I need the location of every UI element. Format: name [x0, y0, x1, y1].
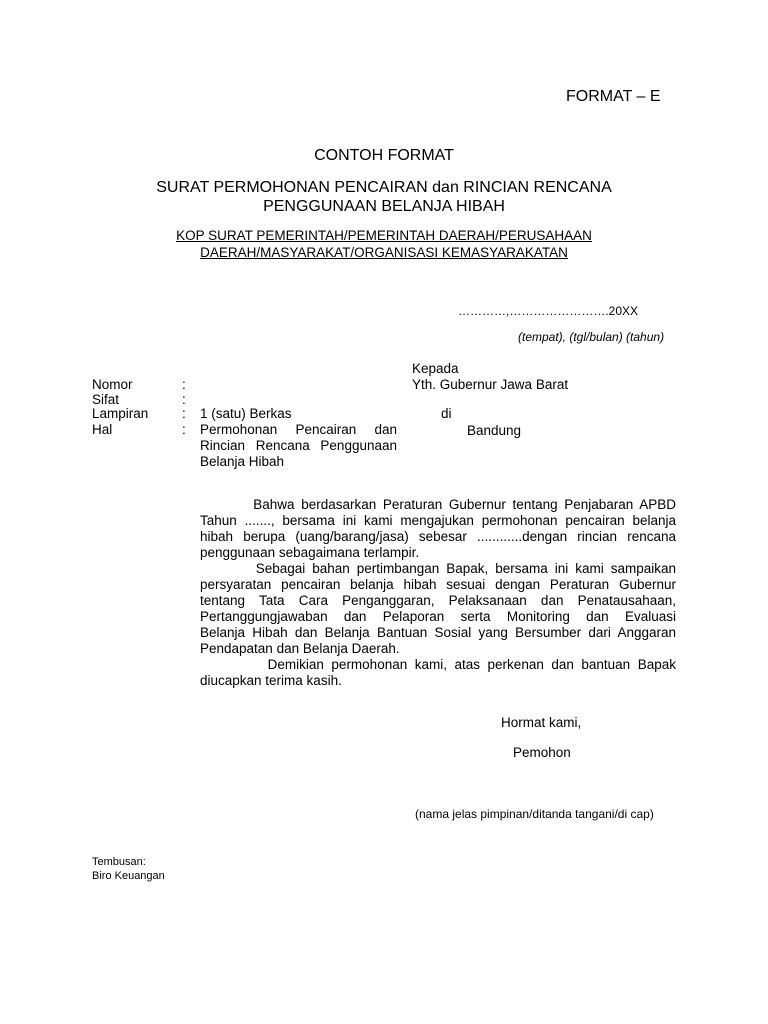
date-hint: (tempat), (tgl/bulan) (tahun) [518, 330, 665, 344]
heading-line-1: CONTOH FORMAT [314, 147, 454, 164]
field-nomor-label: Nomor [92, 377, 133, 392]
body-line: Bahwa berdasarkan Peraturan Gubernur tentang Penjabaran APBD [200, 497, 676, 512]
field-colon: : [182, 392, 186, 407]
body-line: Pertanggungjawaban dan Pelaporan serta Monitoring dan Evaluasi [200, 609, 676, 624]
body-line: Sebagai bahan pertimbangan Bapak, bersama ini kami sampaikan [200, 561, 676, 576]
closing-applicant: Pemohon [513, 745, 571, 760]
body-line: hibah berupa (uang/barang/jasa) sebesar ............dengan rincian rencana [200, 529, 676, 544]
body-line: Belanja Hibah dan Belanja Bantuan Sosial yang Bersumber dari Anggaran [200, 625, 676, 640]
format-label: FORMAT – E [566, 88, 661, 105]
body-line: diucapkan terima kasih. [200, 673, 342, 688]
cc-item: Biro Keuangan [92, 870, 165, 882]
field-hal-value [200, 422, 397, 470]
closing-regards: Hormat kami, [501, 715, 582, 730]
recipient-city: Bandung [467, 423, 522, 438]
kop-line-1: KOP SURAT PEMERINTAH/PEMERINTAH DAERAH/PERUSAHAAN [176, 228, 592, 243]
body-line: persyaratan pencairan belanja hibah sesuai dengan Peraturan Gubernur [200, 577, 676, 592]
heading-line-2: SURAT PERMOHONAN PENCAIRAN dan RINCIAN RENCANA [156, 179, 612, 196]
recipient-to: Kepada [412, 361, 459, 376]
field-colon: : [182, 377, 186, 392]
field-colon: : [182, 422, 186, 437]
hal-line: Permohonan Pencairan dan [200, 422, 397, 437]
cc-label: Tembusan: [92, 856, 146, 868]
date-placeholder: …………,…………………….20XX [458, 304, 639, 318]
heading-line-3: PENGGUNAAN BELANJA HIBAH [263, 198, 505, 215]
field-lampiran-label: Lampiran [92, 406, 149, 421]
field-sifat-label: Sifat [92, 392, 120, 407]
kop-line-2: DAERAH/MASYARAKAT/ORGANISASI KEMASYARAKATAN [200, 245, 568, 260]
recipient-name: Yth. Gubernur Jawa Barat [412, 377, 569, 392]
signature-hint: (nama jelas pimpinan/ditanda tangani/di cap) [415, 807, 654, 821]
body-line: Tahun ......., bersama ini kami mengajukan permohonan pencairan belanja [200, 513, 676, 528]
body-line: Pendapatan dan Belanja Daerah. [200, 641, 400, 656]
field-lampiran-value: 1 (satu) Berkas [200, 406, 292, 421]
body-text [200, 497, 676, 689]
field-colon: : [182, 406, 186, 421]
body-line: tentang Tata Cara Penganggaran, Pelaksanaan dan Penatausahaan, [200, 593, 676, 608]
hal-line: Belanja Hibah [200, 454, 285, 469]
field-hal-label: Hal [92, 422, 113, 437]
recipient-di: di [441, 406, 452, 421]
body-line: Demikian permohonan kami, atas perkenan dan bantuan Bapak [200, 657, 676, 672]
hal-line: Rincian Rencana Penggunaan [200, 438, 397, 453]
body-line: penggunaan sebagaimana terlampir. [200, 545, 420, 560]
